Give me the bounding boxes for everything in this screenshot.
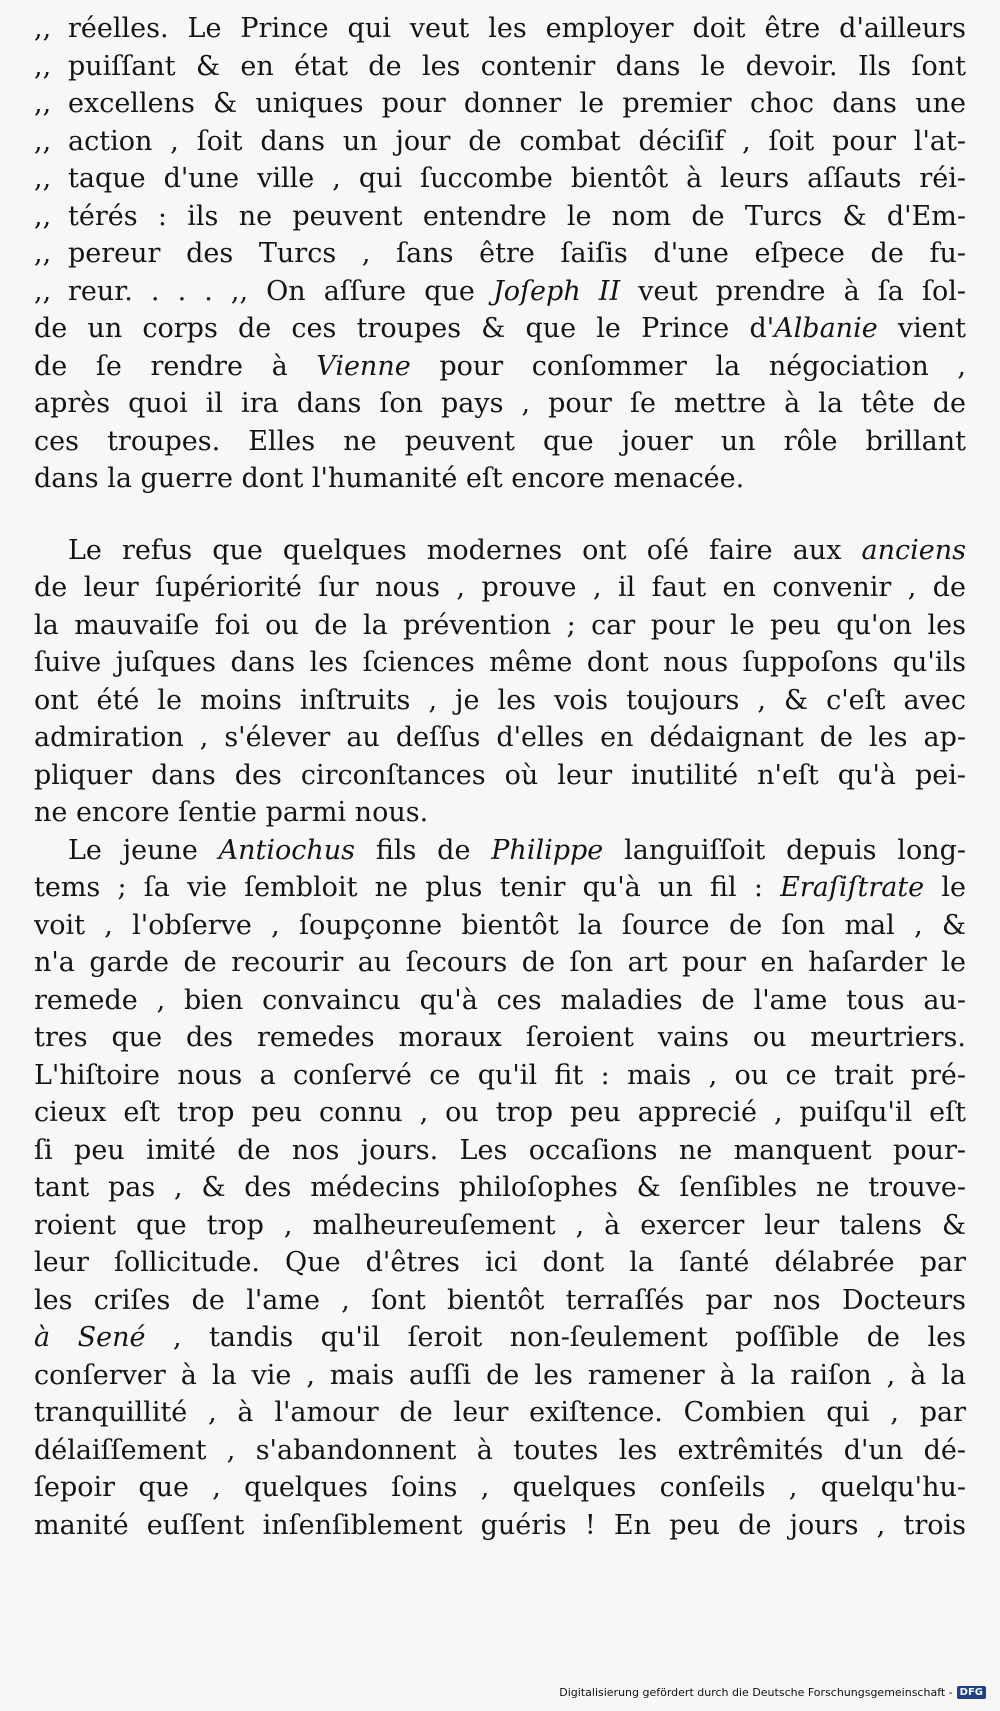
footer-text: Digitalisierung gefördert durch die Deutsche Forschungsgemeinschaft - <box>559 1686 953 1699</box>
text-line: ſi peu imité de nos jours. Les occaſions ne manquent pour- <box>34 1134 966 1166</box>
text-line: Le jeune Antiochus fils de Philippe languiſſoit depuis long- <box>68 834 966 866</box>
text-line: L'hiſtoire nous a conſervé ce qu'il fit : mais , ou ce trait pré- <box>34 1059 966 1091</box>
phrase-a-sene: à Sené <box>34 1322 146 1353</box>
text-line: cieux eſt trop peu connu , ou trop peu apprecié , puiſqu'il eſt <box>34 1097 966 1128</box>
quote-mark: ,, <box>34 13 52 44</box>
dfg-logo-icon: DFG <box>957 1686 986 1699</box>
text-line: n'a garde de recourir au ſecours de ſon art pour en haſarder le <box>34 947 966 978</box>
quote-mark: ,, <box>34 50 52 82</box>
name-philippe: Philippe <box>491 834 604 866</box>
quote-mark: ,, <box>34 200 52 232</box>
text-line: ,, reur. . . . ,, On aſſure que Joſeph II veut prendre à ſa ſol- <box>34 273 966 311</box>
text-line: tems ; ſa vie ſembloit ne plus tenir qu'à un fil : Eraſiſtrate le <box>34 872 966 903</box>
paragraph-spacer <box>34 498 966 532</box>
text-line: ,, puiſſant & en état de les contenir dans le devoir. Ils ſont <box>34 48 966 86</box>
text-line: remede , bien convaincu qu'à ces maladies de l'ame tous au- <box>34 984 966 1016</box>
text-line: tres que des remedes moraux ſeroient vains ou meurtriers. <box>34 1022 966 1053</box>
text-line: après quoi il ira dans ſon pays , pour ſe mettre à la tête de <box>34 388 966 419</box>
text-line: ,, térés : ils ne peuvent entendre le nom de Turcs & d'Em- <box>34 198 966 236</box>
name-antiochus: Antiochus <box>218 834 356 866</box>
text-line: ne encore ſentie parmi nous. <box>34 797 429 828</box>
name-erasistrate: Eraſiſtrate <box>780 872 925 903</box>
paragraph-1 <box>34 10 966 498</box>
text-line: admiration , s'élever au deſſus d'elles en dédaignant de les ap- <box>34 722 966 753</box>
quote-mark: ,, <box>34 275 52 307</box>
text-line: de leur ſupériorité ſur nous , prouve , il faut en convenir , de <box>34 572 966 603</box>
digitization-credit <box>559 1686 986 1699</box>
place-vienne: Vienne <box>316 350 411 382</box>
text-line: ,, pereur des Turcs , ſans être ſaiſis d'une eſpece de fu- <box>34 235 966 273</box>
text-line: à Sené , tandis qu'il ſeroit non-ſeulement poſſible de les <box>34 1322 966 1353</box>
text-line: les criſes de l'ame , ſont bientôt terraſſés par nos Docteurs <box>34 1284 966 1316</box>
body-text <box>34 10 966 1544</box>
text-line: voit , l'obſerve , ſoupçonne bientôt la ſource de ſon mal , & <box>34 909 966 941</box>
word-anciens: anciens <box>861 534 966 566</box>
text-line: ,, taque d'une ville , qui ſuccombe bientôt à leurs aſſauts réi- <box>34 160 966 198</box>
text-line: ſepoir que , quelques ſoins , quelques conſeils , quelqu'hu- <box>34 1472 966 1503</box>
text-line: de ſe rendre à Vienne pour conſommer la négociation , <box>34 350 966 382</box>
text-line: ,, réelles. Le Prince qui veut les employer doit être d'ailleurs <box>34 10 966 48</box>
quote-mark: ,, <box>34 238 52 269</box>
text-line: tranquillité , à l'amour de leur exiſtence. Combien qui , par <box>34 1397 966 1428</box>
text-line: ,, excellens & uniques pour donner le premier choc dans une <box>34 85 966 123</box>
text-line: ,, action , ſoit dans un jour de combat déciſif , ſoit pour l'at- <box>34 123 966 161</box>
text-line: ſuive juſques dans les ſciences même dont nous ſuppoſons qu'ils <box>34 647 966 678</box>
paragraph-2 <box>34 532 966 832</box>
paragraph-3 <box>34 832 966 1545</box>
place-albanie: Albanie <box>774 313 878 344</box>
text-line: délaiſſement , s'abandonnent à toutes les extrêmités d'un dé- <box>34 1434 966 1466</box>
quote-mark: ,, <box>34 163 52 194</box>
text-line: dans la guerre dont l'humanité eſt encore menacée. <box>34 463 745 494</box>
quote-mark: ,, <box>34 125 52 157</box>
text-line: manité euſſent inſenſiblement guéris ! En peu de jours , trois <box>34 1509 966 1541</box>
text-line: tant pas , & des médecins philoſophes & ſenſibles ne trouve- <box>34 1172 966 1203</box>
text-line: leur ſollicitude. Que d'êtres ici dont la ſanté délabrée par <box>34 1247 966 1278</box>
text-line: ont été le moins inſtruits , je les vois toujours , & c'eſt avec <box>34 684 966 716</box>
text-line: conſerver à la vie , mais auſſi de les ramener à la raiſon , à la <box>34 1359 966 1391</box>
name-joseph-ii: Joſeph II <box>492 275 621 307</box>
text-line: roient que trop , malheureuſement , à exercer leur talens & <box>34 1209 966 1241</box>
text-line: la mauvaiſe foi ou de la prévention ; car pour le peu qu'on les <box>34 609 966 641</box>
text-line: pliquer dans des circonſtances où leur inutilité n'eſt qu'à pei- <box>34 759 966 791</box>
text-line: Le refus que quelques modernes ont oſé faire aux anciens <box>68 534 966 566</box>
text-line: ces troupes. Elles ne peuvent que jouer un rôle brillant <box>34 425 966 457</box>
quote-mark: ,, <box>34 88 52 119</box>
text-line: de un corps de ces troupes & que le Prince d'Albanie vient <box>34 313 966 344</box>
